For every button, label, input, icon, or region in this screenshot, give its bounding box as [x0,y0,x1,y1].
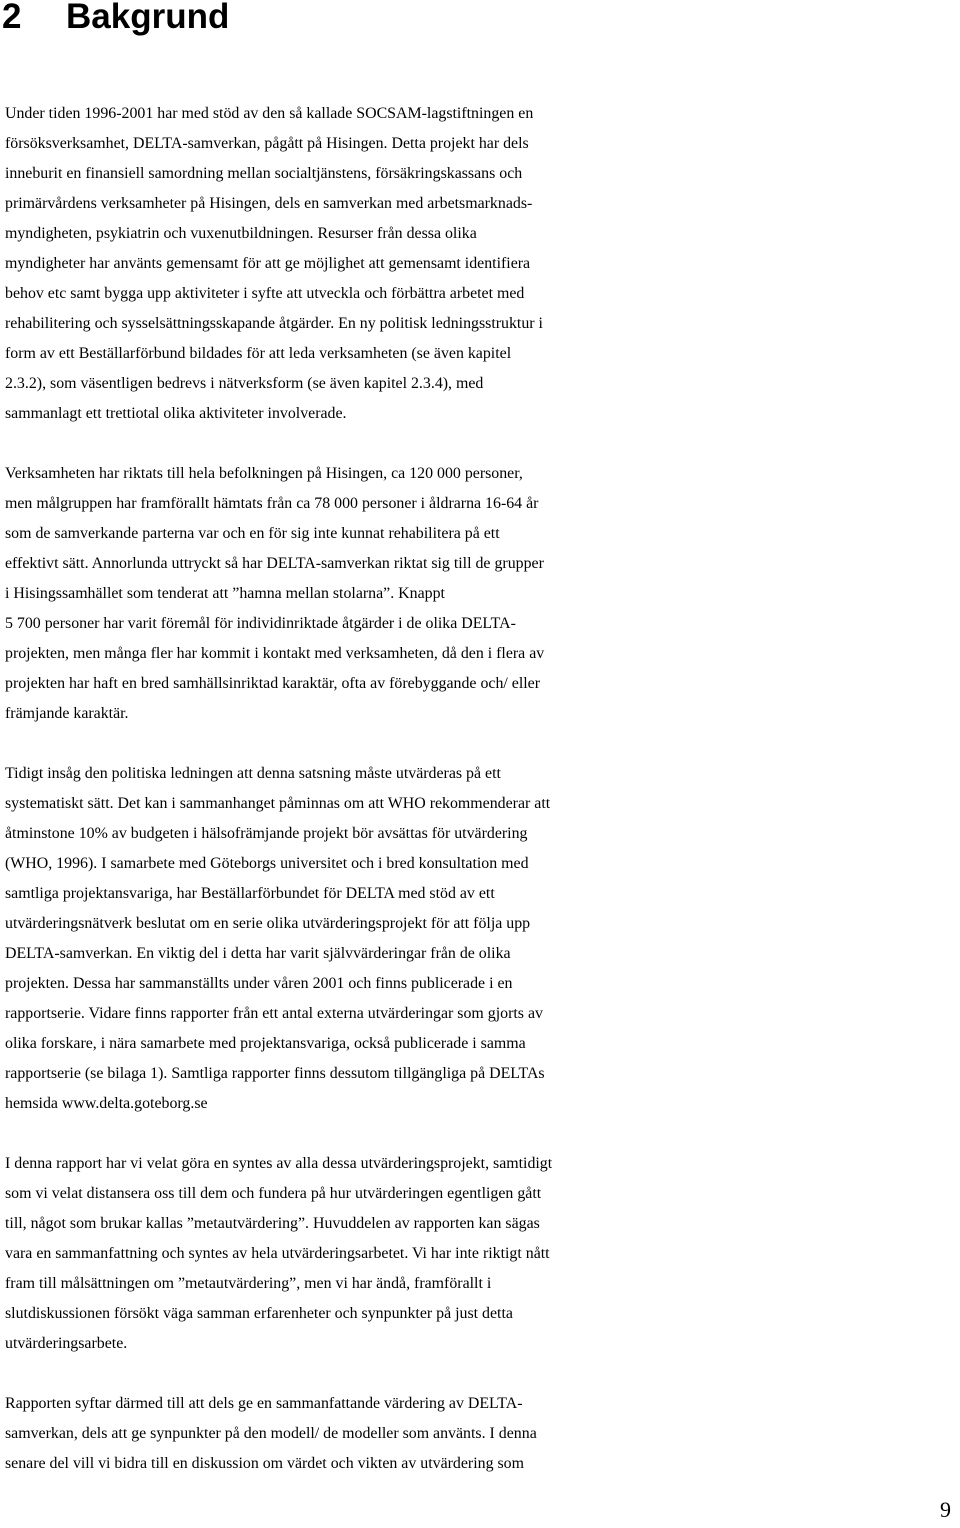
section-heading [2,0,229,41]
text-line: (WHO, 1996). I samarbete med Göteborgs universitet och i bred konsultation med [5,855,529,872]
text-line: behov etc samt bygga upp aktiviteter i syfte att utveckla och förbättra arbetet med [5,285,525,302]
text-line: projekten. Dessa har sammanställts under våren 2001 och finns publicerade i en [5,975,513,992]
text-line: inneburit en finansiell samordning mellan socialtjänstens, försäkringskassans och [5,165,523,182]
text-line: till, något som brukar kallas ”metautvärdering”. Huvuddelen av rapporten kan sägas [5,1215,540,1232]
text-line: Rapporten syftar därmed till att dels ge en sammanfattande värdering av DELTA- [5,1395,523,1412]
text-line: samtliga projektansvariga, har Beställarförbundet för DELTA med stöd av ett [5,885,495,902]
text-line: DELTA-samverkan. En viktig del i detta har varit självvärderingar från de olika [5,945,511,962]
text-line: systematiskt sätt. Det kan i sammanhanget påminnas om att WHO rekommenderar att [5,795,551,812]
text-line: 2.3.2), som väsentligen bedrevs i nätverksform (se även kapitel 2.3.4), med [5,375,484,392]
text-line: effektivt sätt. Annorlunda uttryckt så har DELTA-samverkan riktat sig till de grupper [5,555,544,572]
section-number: 2 [2,0,22,36]
text-line: projekten har haft en bred samhällsinriktad karaktär, ofta av förebyggande och/ eller [5,675,541,692]
text-line: 5 700 personer har varit föremål för individinriktade åtgärder i de olika DELTA- [5,615,516,632]
paragraph-2 [5,459,960,729]
text-line: försöksverksamhet, DELTA-samverkan, pågått på Hisingen. Detta projekt har dels [5,135,529,152]
section-title: Bakgrund [66,0,230,36]
text-line: slutdiskussionen försökt väga samman erfarenheter och synpunkter på just detta [5,1305,513,1322]
text-line: olika forskare, i nära samarbete med projektansvariga, också publicerade i samma [5,1035,526,1052]
text-line: sammanlagt ett trettiotal olika aktiviteter involverade. [5,405,347,422]
text-line: åtminstone 10% av budgeten i hälsofrämjande projekt bör avsättas för utvärdering [5,825,528,842]
text-line: men målgruppen har framförallt hämtats från ca 78 000 personer i åldrarna 16-64 år [5,495,539,512]
text-line: myndigheten, psykiatrin och vuxenutbildningen. Resurser från dessa olika [5,225,477,242]
paragraph-4 [5,1149,960,1359]
text-line: som de samverkande parterna var och en för sig inte kunnat rehabilitera på ett [5,525,500,542]
text-line: främjande karaktär. [5,705,129,722]
paragraph-1 [5,99,960,429]
text-line: som vi velat distansera oss till dem och fundera på hur utvärderingen egentligen gått [5,1185,542,1202]
text-line: rapportserie (se bilaga 1). Samtliga rapporter finns dessutom tillgängliga på DELTAs [5,1065,545,1082]
text-line: fram till målsättningen om ”metautvärdering”, men vi har ändå, framförallt i [5,1275,492,1292]
text-line: Under tiden 1996-2001 har med stöd av den så kallade SOCSAM-lagstiftningen en [5,105,534,122]
text-line: projekten, men många fler har kommit i kontakt med verksamheten, då den i flera av [5,645,545,662]
text-line: samverkan, dels att ge synpunkter på den modell/ de modeller som använts. I denna [5,1425,537,1442]
text-line: I denna rapport har vi velat göra en syntes av alla dessa utvärderingsprojekt, samtidigt [5,1155,553,1172]
text-line: primärvårdens verksamheter på Hisingen, dels en samverkan med arbetsmarknads- [5,195,533,212]
text-line: Tidigt insåg den politiska ledningen att denna satsning måste utvärderas på ett [5,765,501,782]
text-line: utvärderingsnätverk beslutat om en serie olika utvärderingsprojekt för att följa upp [5,915,531,932]
text-line: i Hisingssamhället som tenderat att ”hamna mellan stolarna”. Knappt [5,585,445,602]
text-line: myndigheter har använts gemensamt för att ge möjlighet att gemensamt identifiera [5,255,531,272]
text-line: senare del vill vi bidra till en diskussion om värdet och vikten av utvärdering som [5,1455,524,1472]
text-line: Verksamheten har riktats till hela befolkningen på Hisingen, ca 120 000 personer, [5,465,523,482]
text-line: rehabilitering och sysselsättningsskapande åtgärder. En ny politisk ledningsstruktur i [5,315,543,332]
paragraph-5 [5,1389,960,1479]
page-number: 9 [940,1497,951,1522]
text-line: hemsida www.delta.goteborg.se [5,1095,208,1112]
text-line: form av ett Beställarförbund bildades för att leda verksamheten (se även kapitel [5,345,512,362]
text-line: rapportserie. Vidare finns rapporter från ett antal externa utvärderingar som gjorts av [5,1005,543,1022]
text-line: utvärderingsarbete. [5,1335,128,1352]
text-line: vara en sammanfattning och syntes av hela utvärderingsarbetet. Vi har inte riktigt nått [5,1245,550,1262]
paragraph-3 [5,759,960,1119]
